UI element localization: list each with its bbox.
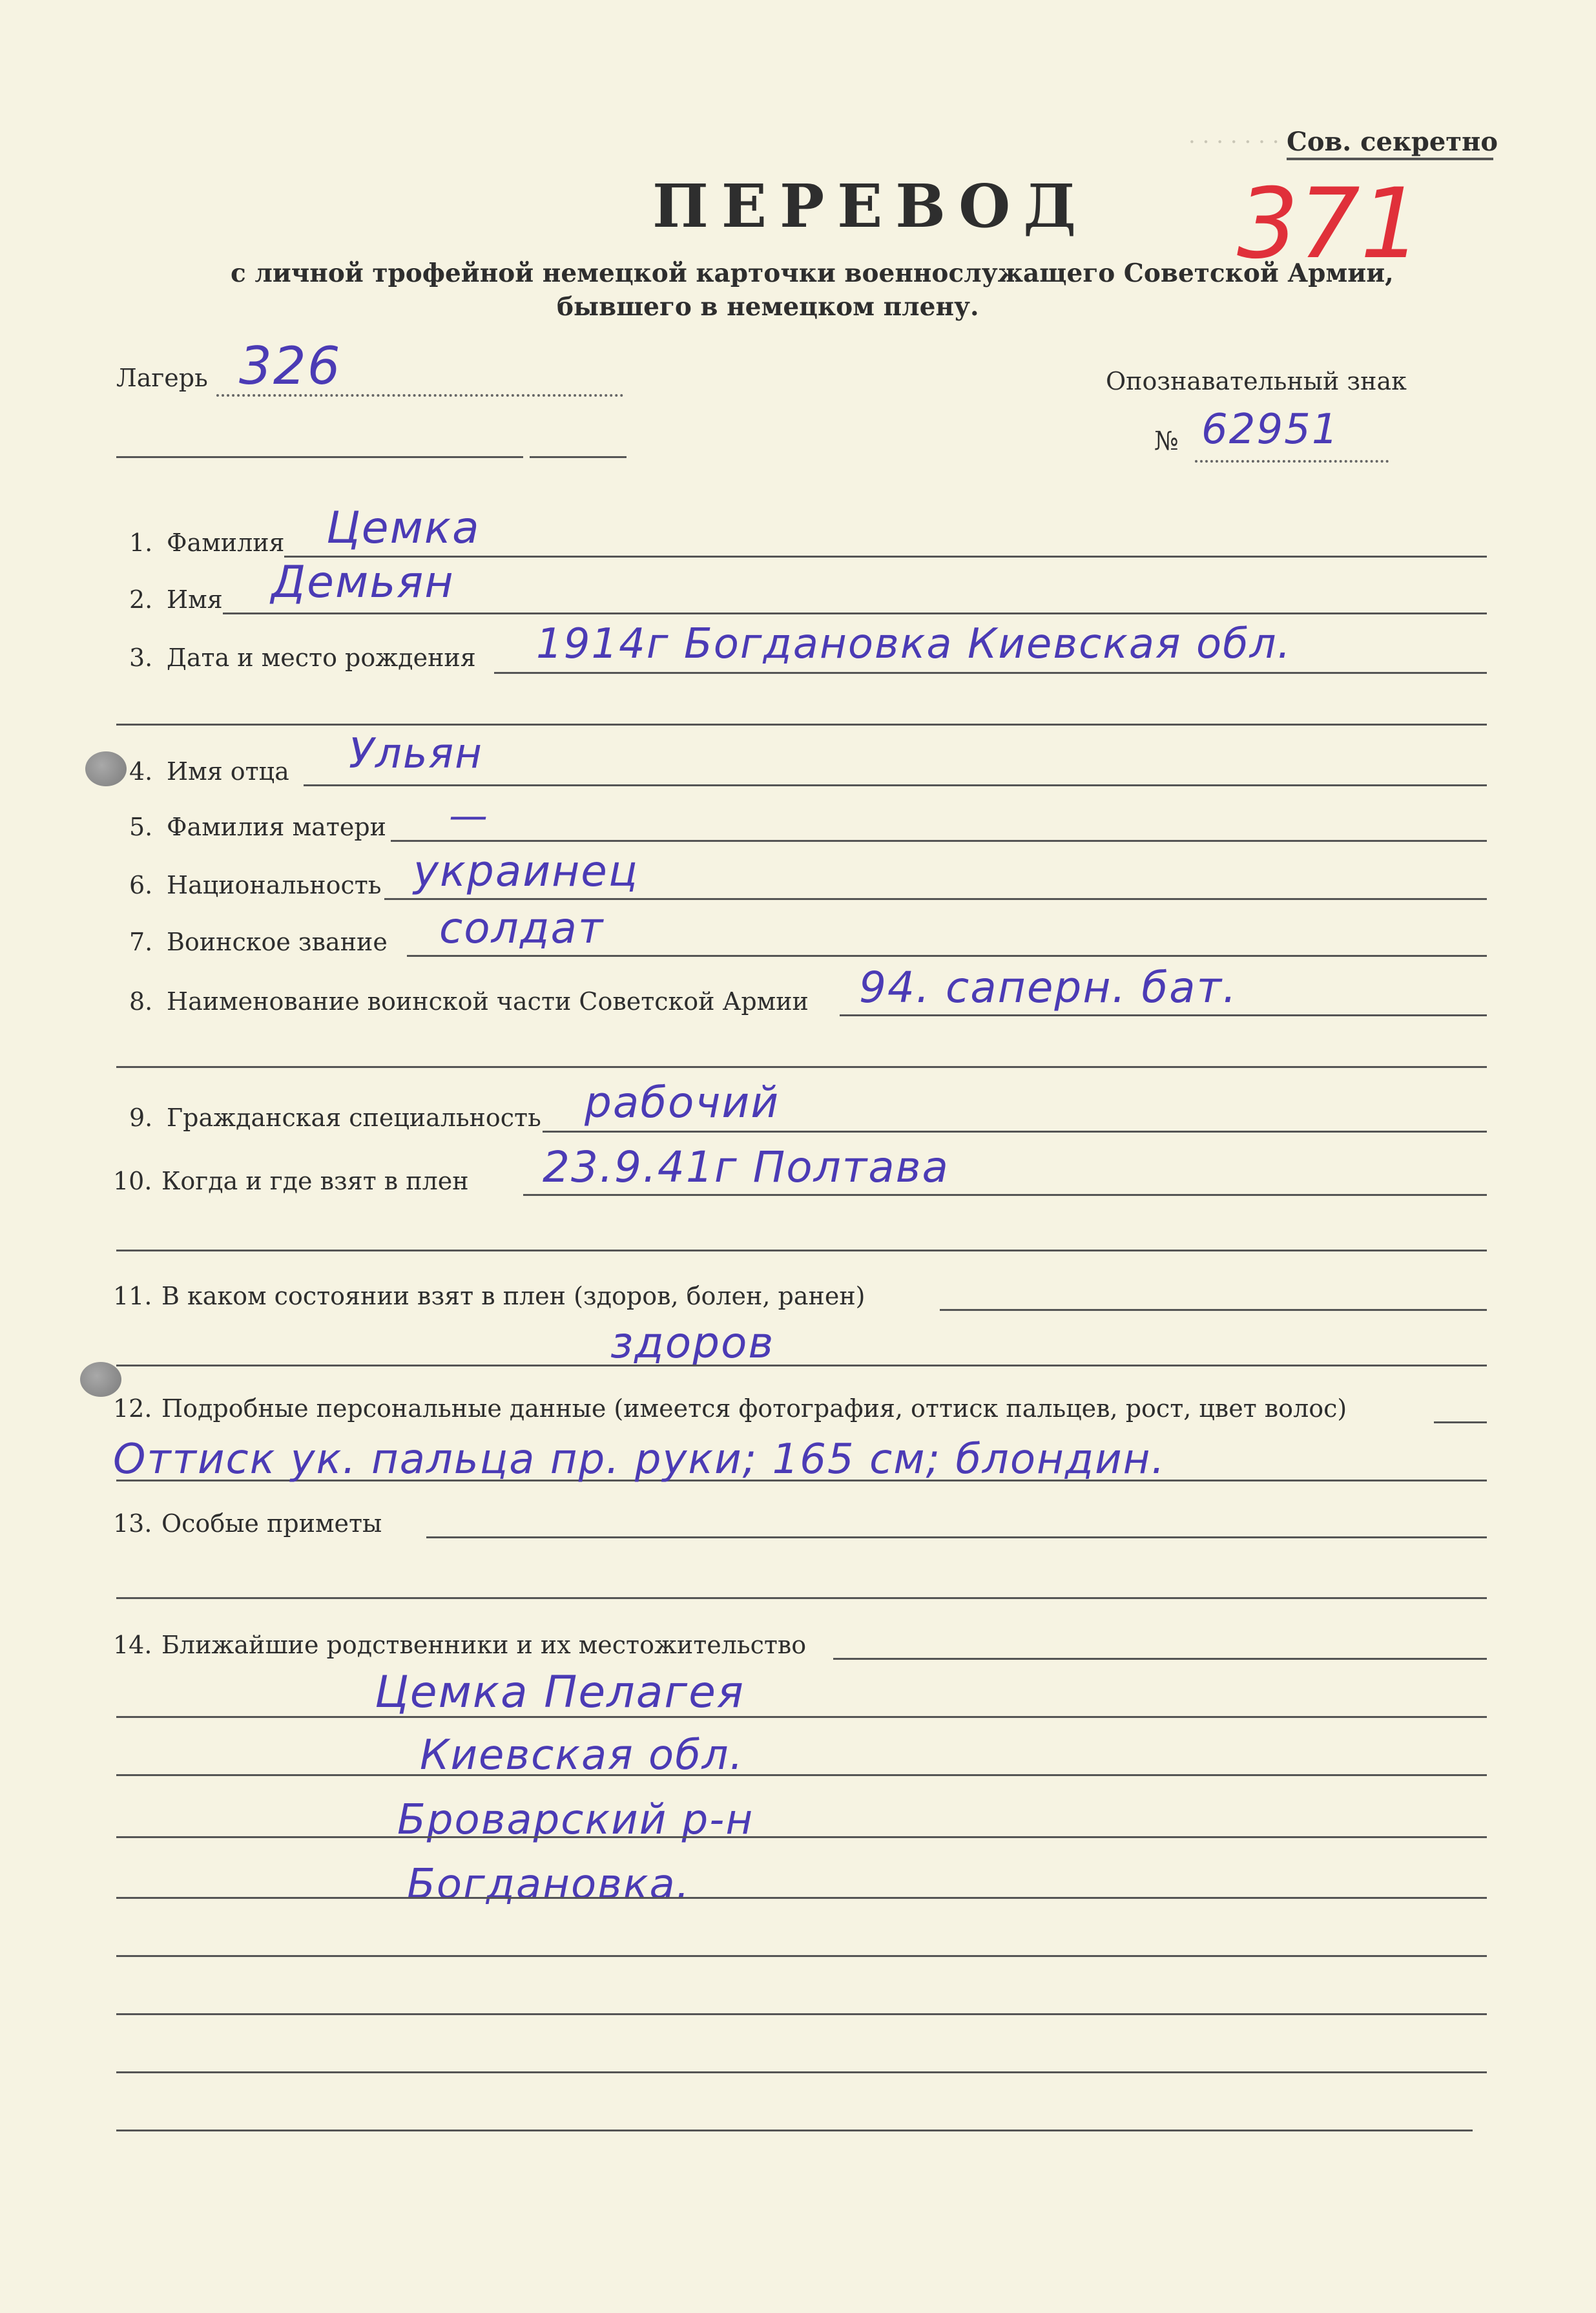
relatives-line-4: Богдановка. [407,1861,691,1909]
relatives-rule-4 [116,1897,1487,1899]
field-14-label: Ближайшие родственники и их местожительство [161,1631,807,1659]
field-13-number: 13. [113,1509,152,1538]
punch-hole-top [85,751,127,786]
field-5-value: — [449,793,489,839]
field-8-number: 8. [129,987,153,1016]
field-1-number: 1. [129,529,153,557]
field-8-label: Наименование воинской части Советской Армии [167,987,809,1016]
field-10-line [523,1194,1487,1196]
id-tag-label: Опознавательный знак [1106,367,1407,395]
field-7-value: солдат [439,903,605,953]
field-3-value: 1914г Богдановка Киевская обл. [536,620,1292,668]
camp-value: 326 [239,336,342,396]
field-10-extra-line [116,1250,1487,1251]
field-6-value: украинец [413,846,639,896]
archive-number: 371 [1237,168,1422,280]
field-8-line [840,1014,1487,1016]
relatives-line-2: Киевская обл. [420,1732,744,1779]
field-12-value: Оттиск ук. пальца пр. руки; 165 см; блондин. [113,1436,1166,1483]
field-2-value: Демьян [271,557,455,608]
field-11-label: В каком состоянии взят в плен (здоров, болен, ранен) [161,1282,865,1310]
field-1-label: Фамилия [167,529,285,557]
id-tag-value: 62951 [1201,406,1340,454]
field-13-extra-line [116,1597,1487,1599]
field-9-line [543,1131,1487,1133]
id-tag-no-label: № [1154,426,1179,456]
field-14-line [833,1658,1487,1660]
document-subtitle-line1: с личной трофейной немецкой карточки военнослужащего Советской Армии, [231,258,1394,288]
field-10-value: 23.9.41г Полтава [543,1142,949,1192]
field-11-line [940,1309,1487,1311]
field-9-number: 9. [129,1104,153,1132]
field-3-label: Дата и место рождения [167,644,476,672]
field-9-label: Гражданская специальность [167,1104,541,1132]
field-8-value: 94. саперн. бат. [859,963,1238,1012]
relatives-line-1: Цемка Пелагея [375,1667,745,1718]
document-title: ПЕРЕВОД [652,171,1090,241]
classification-stamp: Сов. секретно [1287,127,1498,157]
field-11-value: здоров [610,1318,775,1368]
field-4-value: Ульян [349,730,483,778]
field-12-label: Подробные персональные данные (имеется фотография, оттиск пальцев, рост, цвет волос) [161,1394,1347,1423]
punch-hole-bottom [80,1362,121,1397]
relatives-rule-2 [116,1774,1487,1776]
relatives-line-3: Броварский р-н [397,1796,754,1844]
field-13-line [426,1536,1487,1538]
camp-extra-line [116,456,523,458]
field-10-number: 10. [113,1167,152,1195]
document-subtitle-line2: бывшего в немецком плену. [557,292,979,322]
field-5-number: 5. [129,813,153,841]
field-10-label: Когда и где взят в плен [161,1167,469,1195]
field-3-line [494,672,1487,674]
field-4-line [304,784,1487,786]
field-9-value: рабочий [585,1078,780,1127]
field-2-label: Имя [167,585,223,614]
camp-label: Лагерь [116,364,208,392]
relatives-rule-6 [116,2013,1487,2015]
field-13-label: Особые приметы [161,1509,382,1538]
field-3-number: 3. [129,644,153,672]
field-5-label: Фамилия матери [167,813,386,841]
field-2-line [223,612,1487,614]
field-14-number: 14. [113,1631,152,1659]
id-tag-dotted-line [1195,460,1389,463]
bleed-through-marks: · · · · · · · [1188,129,1280,155]
field-11-extra-line [116,1365,1487,1366]
field-1-line [284,556,1487,558]
field-6-number: 6. [129,871,153,899]
relatives-rule-3 [116,1836,1487,1838]
field-8-extra-line [116,1066,1487,1068]
field-6-label: Национальность [167,871,382,899]
relatives-rule-5 [116,1955,1487,1957]
relatives-rule-7 [116,2071,1487,2073]
camp-extra-line-2 [530,456,627,458]
field-5-line [391,840,1487,842]
field-11-number: 11. [113,1282,152,1310]
field-6-line [384,898,1487,900]
field-12-line [1434,1421,1487,1423]
field-3-extra-line [116,724,1487,726]
field-2-number: 2. [129,585,153,614]
field-7-number: 7. [129,928,153,956]
relatives-rule-8 [116,2130,1473,2131]
field-4-label: Имя отца [167,757,289,786]
classification-underline [1287,158,1493,160]
field-12-number: 12. [113,1394,152,1423]
field-4-number: 4. [129,757,153,786]
field-7-line [407,955,1487,957]
field-7-label: Воинское звание [167,928,388,956]
relatives-rule-1 [116,1716,1487,1718]
field-1-value: Цемка [326,503,481,554]
